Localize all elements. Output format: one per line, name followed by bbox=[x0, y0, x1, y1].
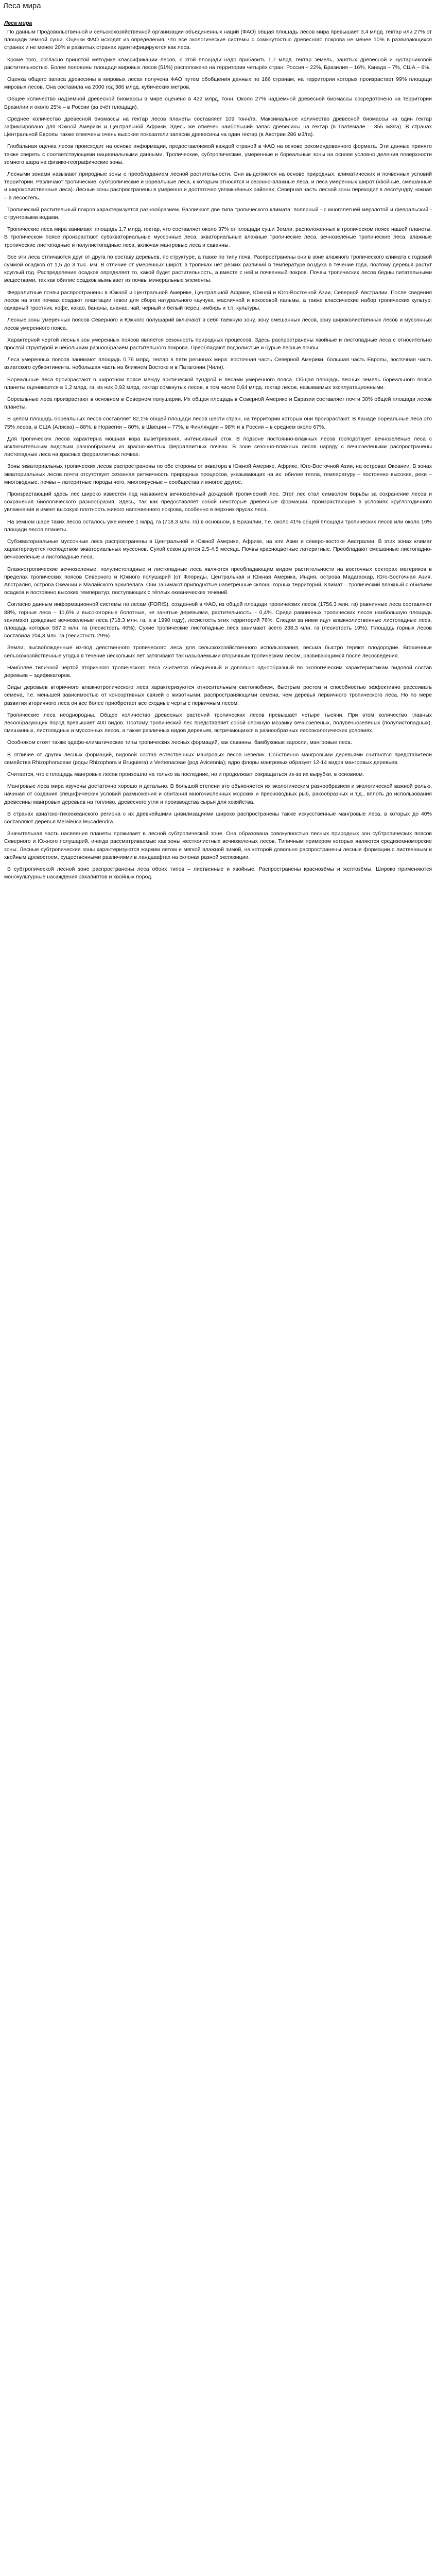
page-title: Леса мира bbox=[3, 2, 41, 10]
paragraph: Ферралитные почвы распространены в Южной и Центральной Америке, Центральной Африке, Южной и Юго-Восточной Азии, Северной Австралии. После сведения лесов на этих почвах создают плантации гевеи для сбора натурального каучука, масличной и кокосовой пальмы, а также классические набор тропических культур: сахарный тростник, кофе, какао, бананы, ананас, чай, черный и белый перец, имбирь и т.п. культуры. bbox=[4, 289, 432, 312]
paragraph: Лесными зонами называют природные зоны с преобладанием лесной растительности. Они выделяются на основе природных, климатических и почвенных условий территории. Различают тропические, субтропические и бореальные леса, к которым относятся и сезонно-влажные леса, и леса умеренных широт (хвойные, смешанные и широколиственные леса). Лесные зоны распространены в умеренно и достаточно увлажнённых районах; Северная часть лесной зоны переходит в лесотундру, южная – в лесостепь. bbox=[4, 171, 432, 201]
document-body bbox=[0, 20, 436, 881]
paragraph: Все эти леса отличаются друг от друга по составу деревьев, по структуре, а также по типу почв. Распространены они в зоне влажного тропического климата с годовой суммой осадков от 1,5 до 3 тыс. мм. В отличие от умеренных широт, в тропиках нет резких различий в температуре воздуха в течение года, поэтому деревья растут круглый год. Распределение осадков определяет то, какой будет растительность, а вместе с ней и почвенный покров. Почвы тропических лесов бедны питательными веществами, так как обилие осадков вымывает из почвы минеральные элементы. bbox=[4, 253, 432, 284]
paragraph: Значительная часть населения планеты проживает в лесной субтропической зоне. Она образована совокупностью лесных природных зон субтропических поясов Северного и Южного полушарий, иногда рассматриваемые как зоны жестколистных вечнозеленых лесов. Типичным примером которых являются средиземноморские зоны. Лесные субтропические зоны характеризуются жарким летом и мягкой влажной зимой, на которой довольно распространены лесные формации с лиственным и хвойным древостоем, существенными различиями в ландшафтах на склонах разной экспозиции. bbox=[4, 831, 432, 860]
paragraph: Мангровые леса мира изучены достаточно хорошо и детально. В большой степени это объясняется их экологическим разнообразием и экологической важной ролью, начиная от создания специфических условий размножения и обитания многочисленных морских и пресноводных рыб, ракообразных и т.д., вплоть до использования древесины мангровых деревьев на топливо, древесного угля и производства сырья для хозяйства. bbox=[4, 783, 432, 805]
paragraph: Особняком стоят также эдафо-климатические типы тропических лесных формаций, как саванны, бамбуковые заросли, мангровые леса. bbox=[7, 739, 352, 746]
paragraph: Бореальные леса произрастают в основном в Северном полушарии. Их общая площадь в Северной Америке и Евразии составляет почти 30% общей площади лесов планеты. bbox=[4, 396, 432, 411]
paragraph: Считается, что с площадь мангровых лесов произошло на только за последние, но и продолжает сокращаться из-за их вырубки, в основном. bbox=[7, 771, 364, 778]
paragraph: Оценка общего запаса древесины в мировых лесах получена ФАО путем обобщения данных по 166 странам, на территории которых произрастает 99% площади мировых лесов. Она составила на 2000 год 386 млрд. кубических метров. bbox=[4, 76, 432, 91]
paragraph: Согласно данным информационной системы по лесам (FORIS), созданной в ФАО, из общей площади тропических лесов (1756,3 млн. га) равнинные леса составляют 88%, горные леса – 11,6% и высокогорные болотные, не занятые деревьями, растительность, - 0,4%. Среди равнинных тропических лесов наибольшую площадь занимают дождевые вечнозеленые леса (718,3 млн. га, а в 1990 году), лесистость этих территорий 76%. Следом за ними идут влажнолиственные листопадные леса, площадь которых 587,3 млн. га (лесистость 46%). Сухие тропические листопадные леса занимают всего 238,3 млн. га (лесистость 19%). Площадь горных лесов составила 204,3 млн. га (лесистость 29%). bbox=[4, 601, 432, 639]
paragraph: Тропические леса неоднородны. Общее количество древесных растений тропических лесов превышает четыре тысячи. При этом количество главных лесообразующих пород превышает 400 видов. Поэтому тропический лес представляет собой сложную мозаику вечнозеленых, полувечнозелёных (полулистопадных), смешанных, листопадных и муссонных лесов, а также различных видов деревьев, встречающихся в разнообразных лесоэкологических условиях. bbox=[4, 711, 432, 734]
paragraph: Бореальные леса произрастают в широтном поясе между арктической тундрой и лесами умеренного пояса. Общая площадь лесных земель бореального пояса планеты оценивается в 1,2 млрд. га, из них 0,92 млрд. гектар сомкнутых лесов, в том числе 0,64 млрд. гектар лесов, называемых эксплуатационными. bbox=[4, 376, 432, 391]
paragraph: Для тропических лесов характерна мощная кора выветривания, интенсивный сток. В подзоне постоянно-влажных лесов господствует вечнозелёные леса с исключительным видовым разнообразием из красно-жёлтых ферраллитных почвах. В зоне сезонно-влажных лесов наряду с вечнозелеными распространены листопадные леса на красных ферраллитных почвах. bbox=[4, 435, 432, 458]
paragraph: В субтропической лесной зоне распространены леса обоих типов – лиственные и хвойные. Распространены краснозёмы и желтозёмы. Широко применяются монокультурные насаждения эвкалиптов и хвойных пород. bbox=[4, 866, 432, 880]
paragraph: На земном шаре таких лесов осталось уже менее 1 млрд. га (718,3 млн. га) в основном, в Бразилии, т.е. около 41% общей площади тропических лесов или около 16% площади лесов планеты. bbox=[4, 518, 432, 533]
paragraph: По данным Продовольственной и сельскохозяйственной организации объединенных наций (ФАО) общая площадь лесов мира превышает 3,4 млрд. гектар или 27% от площади земной суши. Оценки ФАО исходят из определения, что все экологические системы с сомкнутостью древесного покрова не менее 10% в развивающихся странах и не менее 20% в развитых странах идентифицируются как леса. bbox=[4, 29, 432, 51]
paragraph: Виды деревьев вторичного влажнотропического леса характеризуются относительным светолюбием, быстрым ростом и способностью эффективно рассеивать семена, т.е. меньшей зависимостью от консортивных связей с животными, распространяющими семена, чем деревья первичного тропического леса. Но по мере развития вторичного леса он все более приобретает все сходные черты с первичным лесом. bbox=[4, 684, 432, 706]
paragraph: Земли, высвобожденные из-под девственного тропического леса для сельскохозяйственного использования, весьма быстро теряют плодородие. Brошенные сельскохозяйственные угодья в течение нескольких лет затягивают так называемыми вторичным тропическим лесом, развивающимся после лесосведения. bbox=[4, 645, 432, 659]
paragraph: В странах азиатско-тихоокеанского региона с их древнейшими цивилизациями широко распространены также искусственные мангровые леса, в которых до 40% составляют деревья Melaleuca leucadendra. bbox=[4, 810, 432, 825]
paragraph: Характерной чертой лесных зон умеренных поясов является сезонность природных процессов. Здесь распространены хвойные и листопадные леса с относительно простой структурой и небольшим разнообразием растительного покрова. Преобладают подзолистые и бурые лесные почвы. bbox=[4, 336, 432, 351]
paragraph: Леса умеренных поясов занимают площадь 0,76 млрд. гектар в пяти регионах мира: восточная часть Северной Америки, большая часть Европы, восточная часть азиатского субконтинента, небольшая часть на ближнем Востоке и в Патагонии (Чили). bbox=[4, 357, 432, 371]
paragraph: Зоны экваториальных тропических лесов распространены по обе стороны от экватора в Южной Америке, Африке, Юго-Восточной Азии, на островах Океании. В зонах экваториальных лесов почти отсутствует сезонная ритмичность природных процессов, указывающих на их: обилие тепла, температуру – постоянно высокие, реки – многоводные, почвы – латеритные породы чего, многоярусные – сообщества и многое другое. bbox=[4, 463, 432, 485]
paragraph: Глобальная оценка лесов происходит на основе информации, предоставляемой каждой страной в ФАО на основе рекомендованного формата. Эти данные принято также сверять с соответствующими национальными данными. Тропические, субтропические, умеренные и бореальные зоны на основе условно деления поверхности земного шара на физико-географические зоны. bbox=[4, 143, 432, 165]
section-heading: Леса мира bbox=[4, 20, 32, 26]
paragraph: Наиболее типичной чертой вторичного тропического леса считается обеднённый и довольно однообразный по экологическим характеристикам видовой состав деревьев – эдификаторов. bbox=[4, 664, 432, 679]
paragraph: Общее количество надземной древесной биомассы в мире оценено в 422 млрд. тонн. Около 27% надземной древесной биомассы сосредоточено на территории Бразилии и около 25% – в России (за счёт площади). bbox=[4, 96, 432, 110]
paragraph-list bbox=[4, 28, 432, 881]
paragraph: Тропический растительный покров характеризуется разнообразием. Различают две типа тропического климата: полярный - с многолетней мерзлотой и февральский - с грунтовыми водами. bbox=[4, 206, 432, 221]
paragraph: В отличие от других лесных формаций, видовой состав естественных мангровых лесов невелик. Собственно мангровыми деревьями считаются представители семейства Rhizophoraceae (роды Rhizophora и Bruguiera) и Verbenaceae (род Avicennia); ядро флоры мангровых образует 12-14 видов мангровых деревьев. bbox=[4, 751, 432, 766]
paragraph: Произрастающий здесь лес широко известен под названием вечнозеленый дождевой тропический лес. Этот лес стал символом борьбы за сохранение лесов и сохранения биологического разнообразия. Здесь, так как предоставляет собой некоторые древесные формации, произрастающие в условиях круглогодичного увлажнения и имеет высокую плотность живого напочвенного покрова, особенно в верхних ярусах леса. bbox=[4, 490, 432, 513]
paragraph: Субэкваториальные муссонные леса распространены в Центральной и Южной Америке, Африке, на юге Азии и северо-востоке Австралии. В этих зонах климат характеризуется господством экваториальных муссонов. Сухой сезон длится 2,5-4,5 месяца. Почвы красноцветные латеритные. Преобладают смешанные листопадно-вечнозеленые и листопадные леса. bbox=[4, 538, 432, 561]
paragraph: Лесные зоны умеренных поясов Северного и Южного полушарий включают в себя таежную зону, зону смешанных лесов, зону широколиственных лесов и муссонных лесов умеренного пояса. bbox=[4, 317, 432, 331]
paragraph: Среднее количество древесной биомассы на гектар лесов планеты составляет 109 тонн/га. Максимальное количество древесной биомассы на один гектар зафиксировано для Южной Америки и Центральной Африки. Здесь же отмечен наибольший запас древесины на гектар (в Гватемале – 355 м3/га). В странах Центральной Европы также отмечены очень высокие показатели запасов древесины на один гектар (в Австрии 286 м3/га). bbox=[4, 115, 432, 138]
paragraph: Тропические леса мира занимают площадь 1,7 млрд. гектар, что составляет около 37% от площади суши Земли, расположенных в тропическом поясе нашей планеты. В тропическом поясе произрастают субэкваториальные муссонные леса, экваториальные влажные тропические леса, вечнозелёные тропические леса, влажные тропические листопадные и полулистопадные леса, включая мангровые леса и саванны. bbox=[4, 226, 432, 248]
paragraph: Кроме того, согласно принятой методике классификации лесов, к этой площади надо прибавить 1,7 млрд. гектар земель, занятых древесной и кустарниковой растительностью. Более половины площади мировых лесов (51%) расположено на территории четырёх стран: Россия – 22%, Бразилия – 16%, Канада – 7%, США – 6%. bbox=[4, 56, 432, 71]
paragraph: В целом площадь бореальных лесов составляет 82,1% общей площади лесов шести стран, на территории которых они произрастают. В Канаде бореальные леса это 75% лесов, в США (Аляска) – 88%, в Норвегии – 80%, в Швеции – 77%, в Финляндии – 98% и в России – в среднем около 67%. bbox=[4, 416, 432, 430]
paragraph: Влажнотропические вечнозеленые, полулистопадные и листопадные леса являются преобладающим видом растительности на восточных секторах материков в пределах тропических поясов Северного и Южного полушарий (от Флориды, Центральная и Южная Америка, Индия, острова Мадагаскар, Юго-Восточная Азия, Австралия, острова Океании и Малайского архипелага. Они занимают приподнятые наветренные склоны горных территорий. Климат – тропический влажный с обилием осадков и постоянно высоких температур, поступающих с тёплых океанических течений. bbox=[4, 566, 432, 596]
